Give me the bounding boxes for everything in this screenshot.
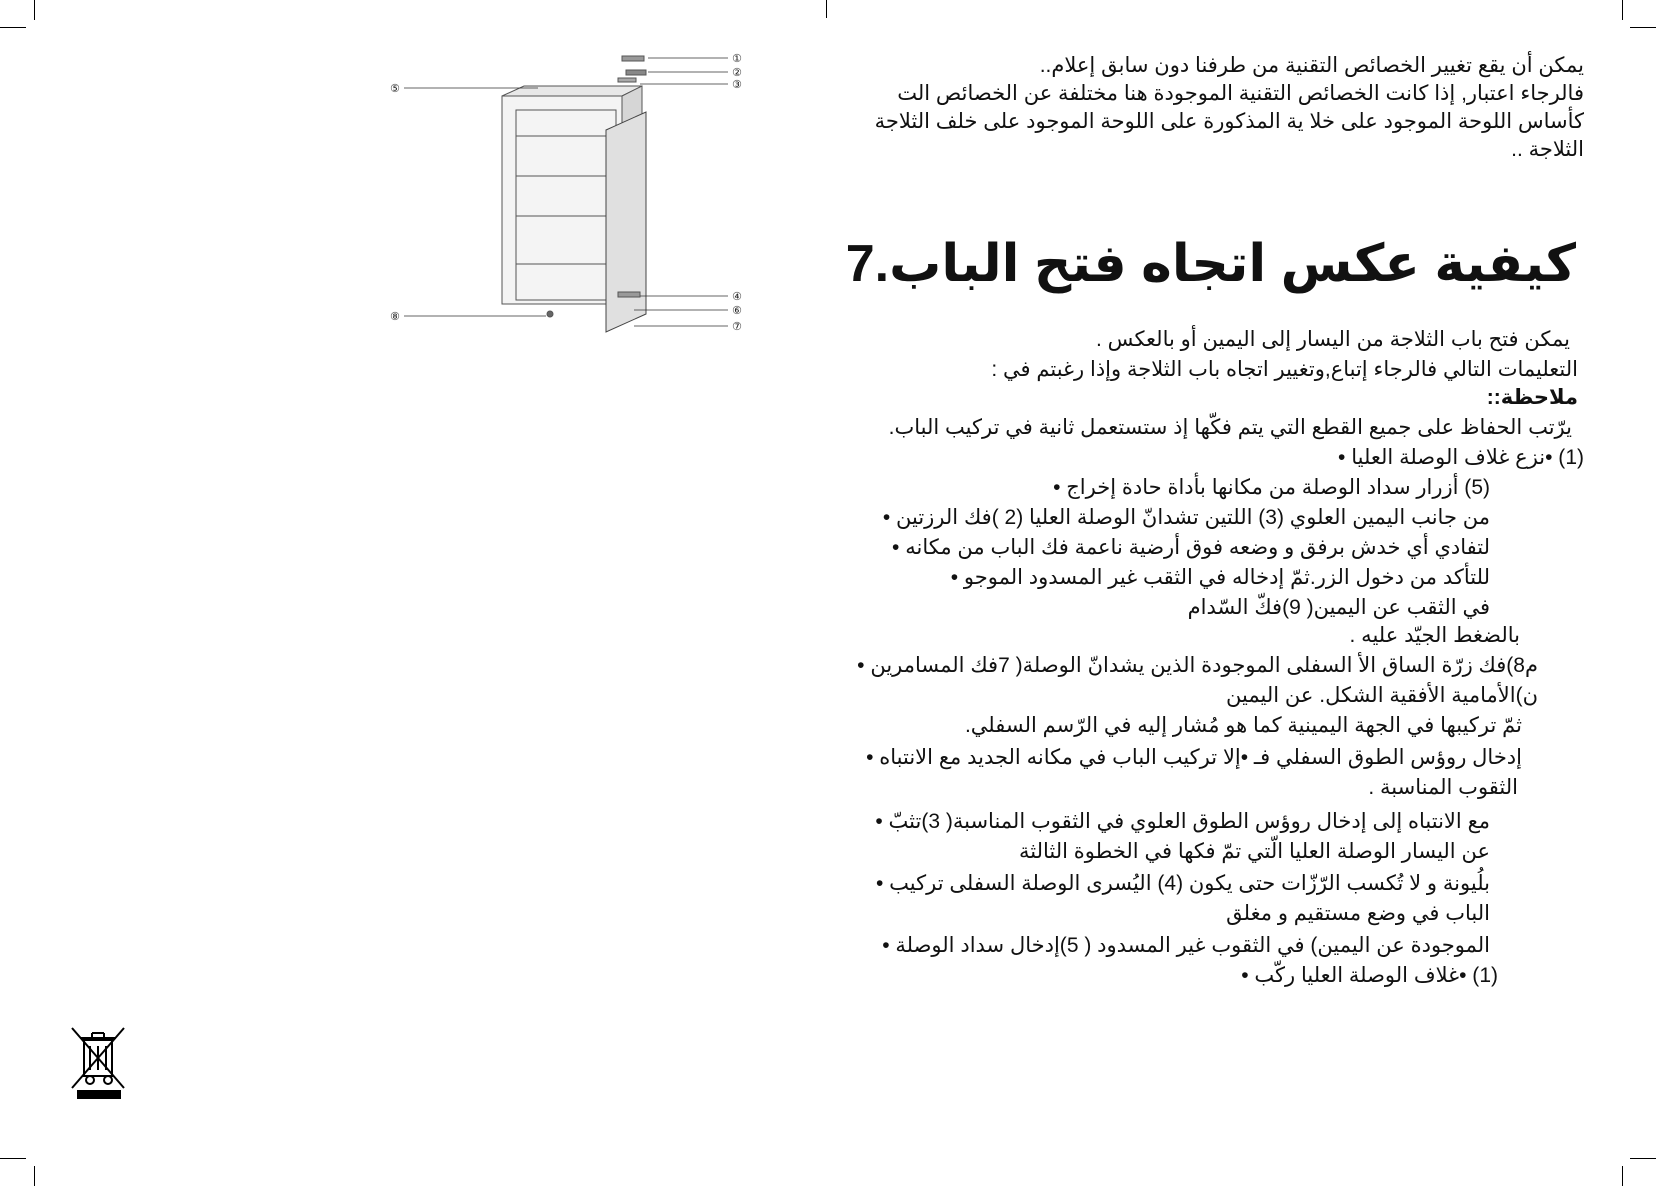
recycle-underline-bar xyxy=(77,1090,121,1099)
instruction-line: التعليمات التالي فالرجاء إتباع,وتغيير اتجاه باب الثلاجة وإذا رغبتم في : xyxy=(991,358,1578,381)
note-label: ملاحظة:: xyxy=(1486,386,1578,409)
instruction-line: من جانب اليمين العلوي (3) اللتين تشدانّ الوصلة العليا (2 )فك الرزتين • xyxy=(882,506,1490,529)
crop-mark xyxy=(1630,27,1656,28)
intro-line: كأساس اللوحة الموجود على خلا ية المذكورة على اللوحة الموجود على خلف الثلاجة xyxy=(874,110,1584,133)
instruction-line: عن اليسار الوصلة العليا الّتي تمّ فكها في الخطوة الثالثة xyxy=(1018,840,1490,863)
callout-2: ② xyxy=(732,66,742,79)
instruction-line: إدخال روؤس الطوق السفلي فـ •إلا تركيب الباب في مكانه الجديد مع الانتباه • xyxy=(866,746,1522,769)
crop-mark xyxy=(1630,1158,1656,1159)
instruction-line: ن)الأمامية الأفقية الشكل. عن اليمين xyxy=(1226,684,1538,707)
callout-5: ⑤ xyxy=(390,82,400,95)
instruction-line: الباب في وضع مستقيم و مغلق xyxy=(1226,902,1490,925)
callout-8: ⑧ xyxy=(390,310,400,323)
instruction-line: ثمّ تركيبها في الجهة اليمينية كما هو مُشار إليه في الرّسم السفلي. xyxy=(964,714,1522,737)
instruction-line: يرّتب الحفاظ على جميع القطع التي يتم فكّها إذ ستستعمل ثانية في تركيب الباب. xyxy=(888,416,1572,439)
crossed-out-wheelie-bin-icon xyxy=(68,1024,128,1094)
callout-1: ① xyxy=(732,52,742,65)
instruction-line: الثقوب المناسبة . xyxy=(1368,776,1518,799)
instruction-line: (1) •نزع غلاف الوصلة العليا • xyxy=(1338,446,1584,469)
callout-3: ③ xyxy=(732,78,742,91)
crop-mark xyxy=(34,0,35,20)
instruction-line: للتأكد من دخول الزر.ثمّ إدخاله في الثقب غير المسدود الموجو • xyxy=(950,566,1490,589)
instruction-line: الموجودة عن اليمين) في الثقوب غير المسدود ( 5)إدخال سداد الوصلة • xyxy=(882,934,1490,957)
instruction-line: (1) •غلاف الوصلة العليا ركّب • xyxy=(1241,964,1498,987)
crop-mark xyxy=(826,0,827,18)
crop-mark xyxy=(1622,1166,1623,1186)
callout-6: ⑥ xyxy=(732,304,742,317)
instruction-line: بالضغط الجيّد عليه . xyxy=(1349,624,1520,647)
intro-line: فالرجاء اعتبار, إذا كانت الخصائص التقنية الموجودة هنا مختلفة عن الخصائص الت xyxy=(897,82,1584,105)
intro-line: يمكن أن يقع تغيير الخصائص التقنية من طرفنا دون سابق إعلام.. xyxy=(1039,54,1584,77)
instruction-line: يمكن فتح باب الثلاجة من اليسار إلى اليمين أو بالعكس . xyxy=(1096,328,1570,351)
intro-line: الثلاجة .. xyxy=(1511,138,1584,161)
instruction-line: لتفادي أي خدش برفق و وضعه فوق أرضية ناعمة فك الباب من مكانه • xyxy=(892,536,1490,559)
instruction-line: م8)فك زرّة الساق الأ السفلى الموجودة الذين يشدانّ الوصلة( 7فك المسامرين • xyxy=(857,654,1538,677)
fridge-diagram xyxy=(390,50,790,360)
crop-mark xyxy=(0,27,26,28)
section-heading: كيفية عكس اتجاه فتح الباب.7 xyxy=(845,235,1576,293)
callout-7: ⑦ xyxy=(732,320,742,333)
instruction-line: مع الانتباه إلى إدخال روؤس الطوق العلوي في الثقوب المناسبة( 3)تثبّ • xyxy=(875,810,1490,833)
instruction-line: في الثقب عن اليمين( 9)فكّ السّدام xyxy=(1187,596,1490,619)
fridge-diagram-svg xyxy=(390,50,790,360)
crop-mark xyxy=(1622,0,1623,20)
instruction-line: بلُيونة و لا تُكسب الرّزّات حتى يكون (4) اليُسرى الوصلة السفلى تركيب • xyxy=(875,872,1490,895)
crop-mark xyxy=(0,1158,26,1159)
instruction-line: (5) أزرار سداد الوصلة من مكانها بأداة حادة إخراج • xyxy=(1053,476,1490,499)
crop-mark xyxy=(34,1166,35,1186)
callout-4: ④ xyxy=(732,290,742,303)
